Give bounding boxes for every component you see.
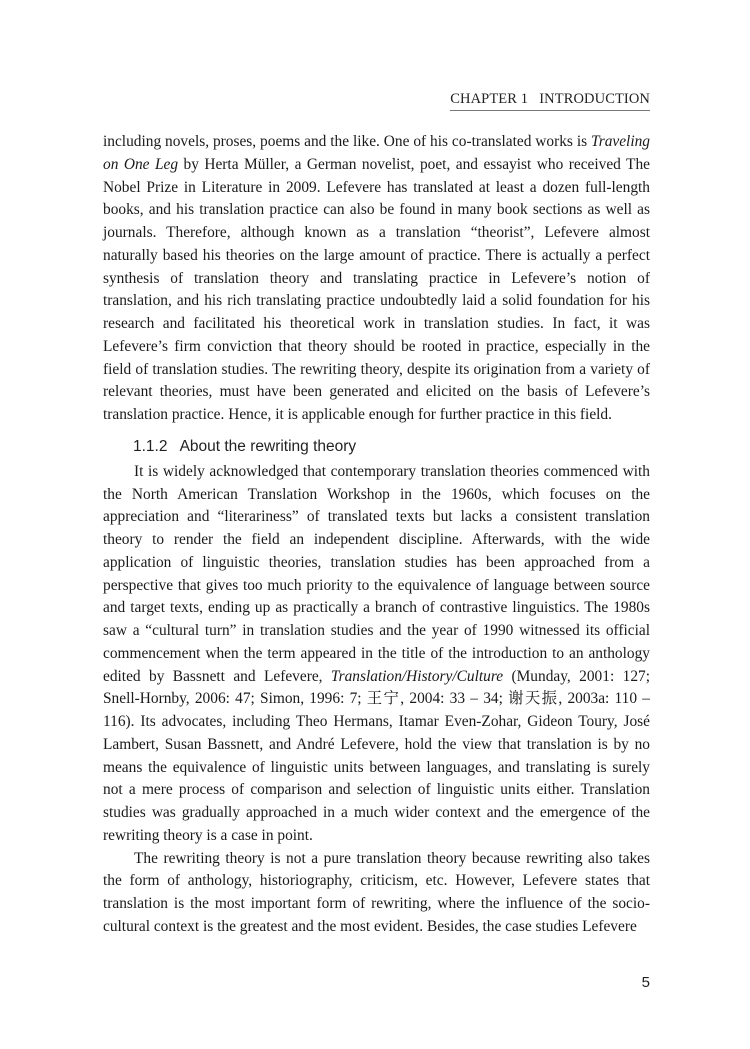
paragraph-1 <box>103 131 650 427</box>
page-number: 5 <box>641 974 650 991</box>
body-text <box>103 131 650 939</box>
paragraph-1-text-b: by Herta Müller, a German novelist, poet, and essayist who received The Nobel Prize in Literature in 2009. Lefevere has translated at least a dozen full-length books, and his translation practice can also be found in many book sections as well as journals. Therefore, although known as a translation “theorist”, Lefevere almost naturally based his theories on the large amount of practice. There is actually a perfect synthesis of translation theory and translating practice in Lefevere’s notion of translation, and his rich translating practice undoubtedly laid a solid foundation for his research and facilitated his theoretical work in translation studies. In fact, it was Lefevere’s firm conviction that theory should be rooted in practice, especially in the field of translation studies. The rewriting theory, despite its origination from a variety of relevant theories, must have been generated and elicited on the basis of Lefevere’s translation practice. Hence, it is applicable enough for further practice in this field. <box>103 155 650 423</box>
paragraph-1-text-a: including novels, proses, poems and the like. One of his co-translated works is <box>103 133 591 150</box>
paragraph-3-text: The rewriting theory is not a pure translation theory because rewriting also takes the form of anthology, historiography, criticism, etc. However, Lefevere states that translation is the most important form of rewriting, where the influence of the socio-cultural context is the greatest and the most evident. Besides, the case studies Lefevere <box>103 849 650 935</box>
section-number: 1.1.2 <box>133 437 168 455</box>
book-title-italic: Traveling on One Leg <box>103 133 650 173</box>
section-heading <box>133 436 650 458</box>
paragraph-2-text-a: It is widely acknowledged that contemporary translation theories commenced with the North American Translation Workshop in the 1960s, which focuses on the appreciation and “literariness” of translated texts but lacks a consistent translation theory to render the field an independent discipline. Afterwards, with the wide application of linguistic theories, translation studies has been approached from a perspective that gives too much priority to the equivalence of language between source and target texts, ending up as practically a branch of contrastive linguistics. The 1980s saw a “cultural turn” in translation studies and the year of 1990 witnessed its official commencement when the term appeared in the title of the introduction to an anthology edited by Bassnett and Lefevere, <box>103 462 650 685</box>
anthology-title-italic: Translation/History/Culture <box>330 667 504 685</box>
section-title: About the rewriting theory <box>179 437 357 455</box>
paragraph-2-text-b: (Munday, 2001: 127; Snell-Hornby, 2006: 47; Simon, 1996: 7; 王宁, 2004: 33 – 34; 谢天振, 2003a: 110 – 116). Its advocates, including Theo Hermans, Itamar Even-Zohar, Gideon Toury, José Lambert, Susan Bassnett, and André Lefevere, hold the view that translation is by no means the equivalence of linguistic units between languages, and translating is surely not a mere process of comparison and selection of linguistic units either. Translation studies was gradually approached in a much wider context and the emergence of the rewriting theory is a case in point. <box>103 667 650 844</box>
running-head: CHAPTER 1 INTRODUCTION <box>450 91 650 111</box>
paragraph-3 <box>103 848 650 939</box>
paragraph-2 <box>103 461 650 848</box>
